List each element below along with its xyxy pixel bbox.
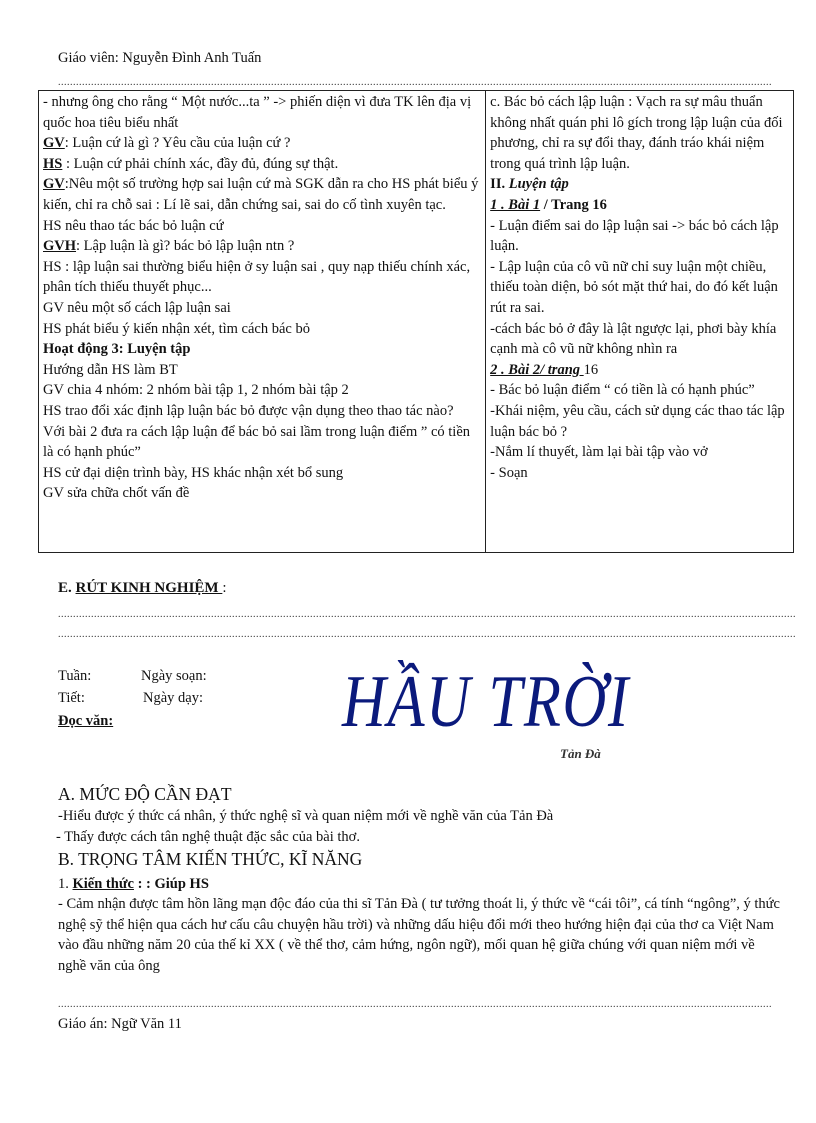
teacher-student-activities-column — [39, 91, 486, 553]
content-column — [486, 91, 794, 553]
week-label: Tuần: — [58, 668, 92, 684]
section-a-line: - Thấy được cách tân nghệ thuật đặc sắc của bài thơ. — [56, 829, 360, 845]
activity-line: HS nêu thao tác bác bỏ luận cứ — [43, 217, 224, 234]
activity-line: GV:Nêu một số trường hợp sai luận cứ mà SGK dẫn ra cho HS phát biểu ý kiến, chỉ ra chỗ sai : Lí lẽ sai, dẫn chứng sai, sai do cố tình xuyên tạc. — [43, 176, 479, 213]
teach-date-label: Ngày dạy: — [143, 690, 203, 706]
exercise-1-line: -cách bác bỏ ở đây là lật ngược lại, phơi bày khía cạnh mà cô vũ nữ không nhìn ra — [490, 320, 777, 358]
activity-line: HS trao đổi xác định lập luận bác bỏ được vận dụng theo thao tác nào? — [43, 402, 454, 419]
section-e-heading: E. RÚT KINH NGHIỆM : — [58, 580, 227, 596]
teacher-name: Giáo viên: Nguyễn Đình Anh Tuấn — [58, 50, 262, 66]
notes-dotted-line-2 — [58, 630, 796, 640]
exercise-1-line: - Lập luận của cô vũ nữ chỉ suy luận một chiều, thiếu toàn diện, bỏ sót mặt thứ hai, do đó kết luận rút ra sai. — [490, 258, 778, 316]
section-b-paragraph: - Cảm nhận được tâm hồn lãng mạn độc đáo của thi sĩ Tản Đà ( tư tưởng thoát li, ý thức về “cái tôi”, cá tính “ngông”, ý thức nghệ sỹ thể hiện qua cách hư cấu câu chuyện hầu trời) và những dấu hiệu đổi mới theo hướng hiện đại của thơ ca Việt Nam vào đầu những năm 20 của thế kỉ XX ( về thể thơ, cảm hứng, ngôn ngữ), mối quan hệ giữa chúng với quan niệm mới về nghề văn của ông — [58, 896, 780, 974]
section-ii-heading: II. Luyện tập — [490, 176, 569, 193]
exercise-1-line: - Luận điểm sai do lập luận sai -> bác bỏ cách lập luận. — [490, 217, 779, 255]
activity-line: GV nêu một số cách lập luận sai — [43, 299, 231, 316]
genre-label: Đọc văn: — [58, 713, 114, 729]
activity-line: Hướng dẫn HS làm BT — [43, 361, 178, 378]
activity-line: Với bài 2 đưa ra cách lập luận để bác bỏ sai lầm trong luận điểm ” có tiền là có hạnh phúc” — [43, 423, 471, 461]
activity-heading: Hoạt động 3: Luyện tập — [43, 341, 191, 358]
section-a-heading: A. MỨC ĐỘ CẦN ĐẠT — [58, 784, 232, 804]
activity-line: HS : Luận cứ phải chính xác, đầy đủ, đúng sự thật. — [43, 155, 339, 172]
activity-line: - nhưng ông cho rằng “ Một nước...ta ” -> phiến diện vì đưa TK lên địa vị quốc hoa tiêu biểu nhất — [43, 94, 472, 131]
exercise-1-heading: 1 . Bài 1 / Trang 16 — [490, 196, 607, 213]
notes-dotted-line-1 — [58, 610, 796, 620]
exercise-2-line: - Bác bỏ luận điểm “ có tiền là có hạnh phúc” — [490, 382, 755, 399]
period-label: Tiết: — [58, 690, 85, 706]
section-a-line: -Hiểu được ý thức cá nhân, ý thức nghệ sĩ và quan niệm mới về nghề văn của Tản Đà — [58, 808, 554, 824]
prep-date-label: Ngày soạn: — [141, 668, 207, 684]
activity-line: HS : lập luận sai thường biểu hiện ở sy luận sai , quy nạp thiếu chính xác, phân tích thiếu thuyết phục... — [43, 258, 471, 296]
section-b-heading: B. TRỌNG TÂM KIẾN THỨC, KĨ NĂNG — [58, 849, 363, 869]
activity-line: HS cử đại diện trình bày, HS khác nhận xét bổ sung — [43, 464, 344, 481]
exercise-2-line: -Nắm lí thuyết, làm lại bài tập vào vở — [490, 444, 708, 461]
exercise-2-heading: 2 . Bài 2/ trang 16 — [490, 361, 599, 378]
poem-author: Tản Đà — [560, 746, 601, 761]
lesson-table — [38, 90, 794, 553]
footer-text: Giáo án: Ngữ Văn 11 — [58, 1016, 182, 1032]
exercise-2-line: -Khái niệm, yêu cầu, cách sử dụng các thao tác lập luận bác bỏ ? — [490, 402, 785, 440]
activity-line: GV: Luận cứ là gì ? Yêu cầu của luận cứ ? — [43, 135, 291, 152]
content-c-text: c. Bác bỏ cách lập luận : Vạch ra sự mâu thuẩn không nhất quán phi lô gích trong lập luận của đối phương, chỉ ra sự đổi thay, đánh tráo khái niệm trong quá trình lập luận. — [490, 94, 783, 172]
activity-line: HS phát biểu ý kiến nhận xét, tìm cách bác bỏ — [43, 320, 310, 337]
activity-line: GV sửa chữa chốt vấn đề — [43, 485, 190, 502]
poem-title-wordart — [342, 660, 652, 770]
header-dotted-divider — [58, 78, 772, 88]
footer-dotted-divider — [58, 1000, 772, 1010]
activity-line: GVH: Lập luận là gì? bác bỏ lập luận ntn ? — [43, 238, 295, 255]
exercise-2-line: - Soạn — [490, 464, 528, 481]
activity-line: GV chia 4 nhóm: 2 nhóm bài tập 1, 2 nhóm bài tập 2 — [43, 382, 349, 399]
poem-title: HẦU TRỜI — [342, 661, 630, 743]
section-b-subheading: 1. Kiến thức : : Giúp HS — [58, 876, 209, 892]
